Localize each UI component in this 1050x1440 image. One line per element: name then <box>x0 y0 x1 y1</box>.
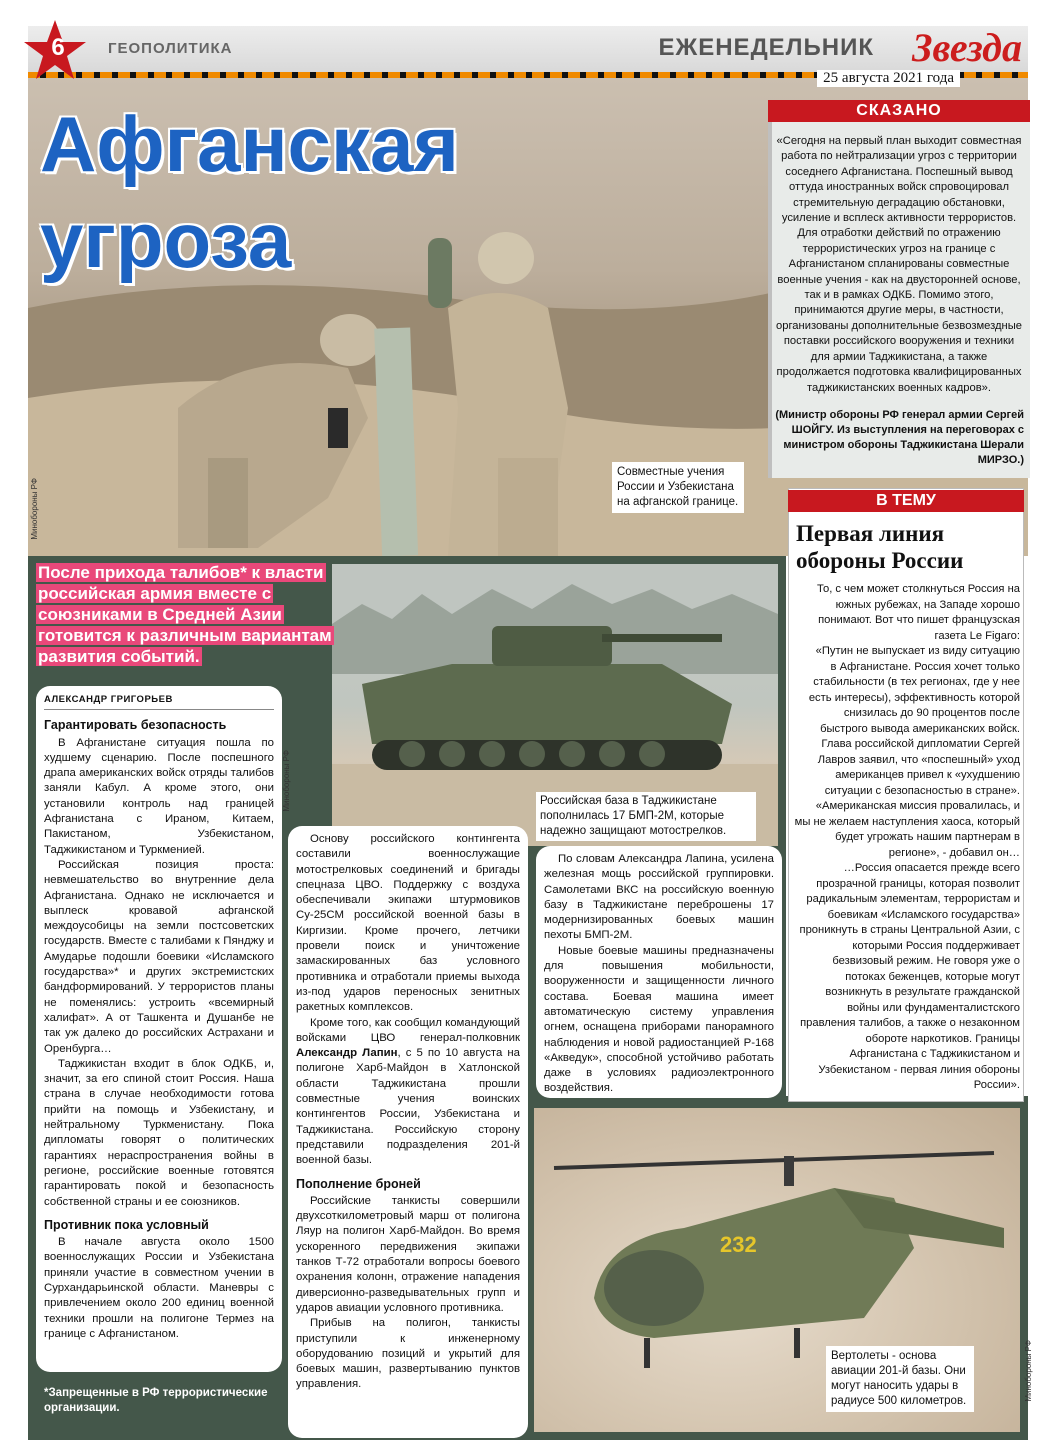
article-paragraph: В начале августа около 1500 военнослужащих России и Узбекистана приняли участие в совместном учении в Сурхандарьинской области. Маневры с привлечением около 200 единиц военной техники прошли на полигоне Термез на границе с Афганистаном. <box>44 1236 274 1340</box>
page-number: 6 <box>51 34 65 61</box>
article-paragraph: Российские танкисты совершили двухсоткилометровый марш от полигона Ляур на полигон Харб-Майдон. Во время ускоренного передвижения экипажи танков Т-72 отработали вопросы боевого охранения колонн, отражение нападения диверсионно-разведывательных групп и ударов авиации условного противника. <box>296 1194 520 1314</box>
sidebar-paragraph: То, с чем может столкнуться Россия на южных рубежах, на Западе хорошо понимают. Вот что пишет французская газета Le Figaro: <box>817 583 1020 642</box>
article-paragraph: Новые боевые машины предназначены для повышения мобильности, вооруженности и защищенности личного состава. Боевая машина имеет автоматическую систему управления огнем, оснащена приборами панорамного наблюдения и новой радиостанцией Р-168 «Акведук», способной устойчиво работать даже в условиях радиоэлектронного воздействия. <box>544 944 774 1095</box>
person-name: Александр Лапин <box>296 1047 398 1060</box>
publication-logo: Звезда <box>912 25 1022 70</box>
headline-line-1: Афганская <box>40 100 459 188</box>
lead-text: После прихода талибов* к власти российская армия вместе с союзниками в Средней Азии готовится к различным вариантам развития событий. <box>38 563 332 666</box>
byline: АЛЕКСАНДР ГРИГОРЬЕВ <box>44 692 274 710</box>
article-column-2 <box>288 826 528 1438</box>
sidebar-paragraph: «Американская миссия провалилась, и мы не желаем наступления хаоса, который будет угрожать нашим партнерам в регионе», - добавил он… <box>794 800 1020 859</box>
sidebar-tag: В ТЕМУ <box>788 490 1024 512</box>
helicopter-photo-credit: Минобороны РФ <box>1024 1340 1033 1402</box>
article-paragraph: По словам Александра Лапина, усилена железная мощь российской группировки. Самолетами ВКС на российскую военную базу в Таджикистане переброшены 17 модернизированных боевых машин пехоты БМП-2М. <box>544 853 774 942</box>
footnote: *Запрещенные в РФ террористические организации. <box>44 1387 268 1414</box>
sidebar-title: Первая линия обороны России <box>796 521 964 573</box>
article-paragraph: Таджикистан входит в блок ОДКБ, и, значит, за его спиной стоит Россия. Наша страна в случае необходимости готова прийти на помощь и Узбекистану, и нейтральному Туркменистану. Пока дипломаты говорят о политических гарантиях нераспространения войны в регионе, российские военные готовятся гарантировать покой и безопасность собственной страны и ее союзников. <box>44 1057 274 1208</box>
quote-author: (Министр обороны РФ генерал армии Сергей ШОЙГУ. Из выступления на переговорах с министром обороны Таджикистана Шерали МИРЗО.) <box>775 409 1024 466</box>
quote-tag: СКАЗАНО <box>768 100 1030 122</box>
quote-text: «Сегодня на первый план выходит совместная работа по нейтрализации угроз с территории соседнего Афганистана. Поспешный вывод оттуда иностранных войск спровоцировал стремительную деградацию обстановки, усиление и всплеск активности террористов. Для отработки действий по отражению террористических угроз на границе с Афганистаном спланированы совместные военные учения - как на двусторонней основе, так и в рамках ОДКБ. Помимо этого, принимаются другие меры, в частности, организованы дополнительные безвозмездные поставки российского вооружения и техники для армии Таджикистана, а также продолжается подготовка квалифицированных таджикистанских военных кадров». <box>776 135 1022 394</box>
sidebar-body <box>794 582 1020 1094</box>
helicopter-photo-caption: Вертолеты - основа авиации 201-й базы. Они могут наносить удары в радиусе 500 километров. <box>826 1346 974 1412</box>
headline-line-2: угроза <box>40 196 292 284</box>
rubric-label: ГЕОПОЛИТИКА <box>108 40 233 57</box>
sidebar-paragraph: …Россия опасается прежде всего прозрачной границы, которая позволит радикальным элементам, террористам и боевикам «Исламского государства» проникнуть в страны Центральной Азии, с которыми Россия поддерживает безвизовый режим. Не говоря уже о потоках беженцев, которые могут возникнуть в результате гражданской войны или фундаменталистского правления талибов, а также о незаконном обороте наркотиков. Границы Афганистана с Таджикистаном и Узбекистаном - первая линия обороны России». <box>799 862 1020 1091</box>
bmp-photo-credit: Минобороны РФ <box>282 750 291 812</box>
article-column-3 <box>536 846 782 1098</box>
headline <box>40 96 459 288</box>
article-paragraph: В Афганистане ситуация пошла по худшему сценарию. После поспешного драпа американских войск отряды талибов заняли Кабул. А кроме этого, они установили контроль над границей Афганистана с Ираном, Китаем, Пакистаном, Узбекистаном, Таджикистаном и Туркменией. <box>44 736 274 856</box>
bmp-photo-caption: Российская база в Таджикистане пополнилась 17 БМП-2М, которые надежно защищают мотострелков. <box>536 792 756 841</box>
publication-name: ЕЖЕНЕДЕЛЬНИК <box>658 34 874 61</box>
article-paragraph <box>296 1016 520 1169</box>
article-paragraph: Основу российского контингента составили военнослужащие мотострелковых соединений и бригады спецназа ЦВО. Поддержку с воздуха обеспечивали экипажи штурмовиков Су-25СМ российской военной базы в Киргизии. Кроме прочего, летчики провели поиск и уничтожение замаскированных баз условного противника и отработали приемы выхода из-под ударов переносных зенитных ракетных комплексов. <box>296 833 520 1014</box>
issue-date: 25 августа 2021 года <box>817 70 960 87</box>
article-column-1 <box>36 686 282 1372</box>
hero-photo-caption: Совместные учения России и Узбекистана на афганской границе. <box>612 462 744 513</box>
tail-number: 232 <box>720 1232 757 1257</box>
sidebar-paragraph: «Путин не выпускает из виду ситуацию в Афганистане. Россия хочет только стабильности (в тех регионах, где у нее есть интересы), эффективность которой снизилась до 90 процентов после быстрого вывода американских войск. Глава российской дипломатии Сергей Лавров заявил, что «поспешный» уход американцев привел к «ухудшению ситуации с безопасностью в стране». <box>808 645 1020 797</box>
article-paragraph: Прибыв на полигон, танкисты приступили к инженерному оборудованию позиций и укрытий для боевых машин, развертыванию пунктов управления. <box>296 1317 520 1391</box>
subheading: Гарантировать безопасность <box>44 718 227 733</box>
lead-paragraph <box>36 562 366 667</box>
subheading: Пополнение броней <box>296 1176 421 1191</box>
article-text: , с 5 по 10 августа на полигоне Харб-Майдон в Хатлонской области Таджикистана прошли совместные учения воинских контингентов России, Узбекистана и Таджикистана. Российскую сторону представили подразделения 201-й военной базы. <box>296 1047 520 1167</box>
subheading: Противник пока условный <box>44 1217 209 1232</box>
article-text: Кроме того, как сообщил командующий войсками ЦВО генерал-полковник <box>296 1016 520 1044</box>
hero-photo-credit: Минобороны РФ <box>30 478 39 540</box>
article-paragraph: Российская позиция проста: невмешательство во внутренние дела Афганистана. Однако не исключается и выплеск кровавой афганской междоусобицы на земли постсоветских государств. Вместе с талибами к Пянджу и Амударье подошли боевики «Исламского государства»* и других экстремистских бандформирований. У террористов планы не поменялись: устроить «всемирный халифат». А от Ташкента и Душанбе не так уж далеко до российских Астрахани и Оренбурга… <box>44 858 274 1055</box>
